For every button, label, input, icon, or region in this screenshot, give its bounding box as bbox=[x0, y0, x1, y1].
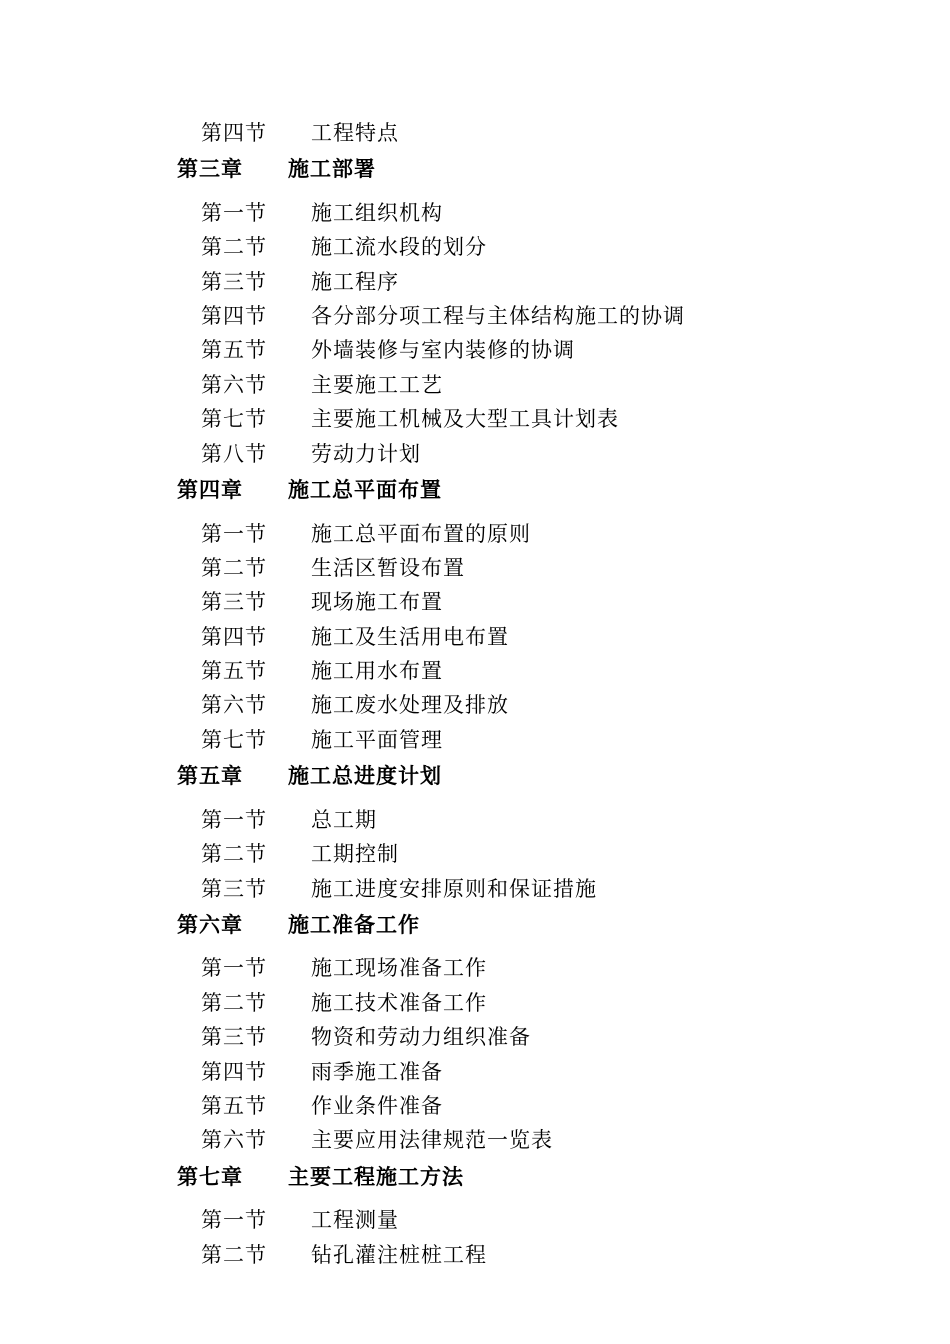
chapter-number: 第五章 bbox=[177, 763, 243, 789]
toc-section-entry bbox=[0, 1057, 950, 1091]
toc-section-entry bbox=[0, 839, 950, 873]
section-number: 第四节 bbox=[201, 624, 267, 649]
section-title: 总工期 bbox=[311, 807, 377, 832]
chapter-title: 施工总平面布置 bbox=[288, 477, 442, 503]
toc-section-entry bbox=[0, 1022, 950, 1056]
toc-section-entry bbox=[0, 553, 950, 587]
chapter-number: 第六章 bbox=[177, 911, 243, 937]
toc-section-entry bbox=[0, 805, 950, 839]
toc-section-entry bbox=[0, 1091, 950, 1125]
section-title: 施工组织机构 bbox=[311, 200, 443, 225]
toc-section-entry bbox=[0, 335, 950, 369]
section-number: 第四节 bbox=[201, 121, 267, 145]
chapter-title: 主要工程施工方法 bbox=[288, 1163, 464, 1189]
toc-chapter-entry bbox=[0, 475, 950, 519]
toc-chapter-entry bbox=[0, 154, 950, 198]
section-title: 工期控制 bbox=[311, 842, 399, 867]
section-number: 第二节 bbox=[201, 1242, 267, 1267]
section-title: 施工现场准备工作 bbox=[311, 956, 487, 981]
section-number: 第三节 bbox=[201, 590, 267, 615]
section-number: 第一节 bbox=[201, 200, 267, 225]
section-title: 现场施工布置 bbox=[311, 590, 443, 615]
section-number: 第二节 bbox=[201, 842, 267, 867]
chapter-number: 第七章 bbox=[177, 1163, 243, 1189]
toc-section-entry bbox=[0, 301, 950, 335]
section-title: 各分部分项工程与主体结构施工的协调 bbox=[311, 304, 685, 329]
section-number: 第二节 bbox=[201, 555, 267, 580]
section-title: 施工平面管理 bbox=[311, 727, 443, 752]
section-number: 第七节 bbox=[201, 727, 267, 752]
chapter-title: 施工准备工作 bbox=[288, 911, 420, 937]
toc-section-entry bbox=[0, 725, 950, 759]
toc-section-entry bbox=[0, 267, 950, 301]
section-title: 施工程序 bbox=[311, 269, 399, 294]
section-title: 施工技术准备工作 bbox=[311, 990, 487, 1015]
section-number: 第五节 bbox=[201, 659, 267, 684]
section-title: 雨季施工准备 bbox=[311, 1059, 443, 1084]
section-number: 第二节 bbox=[201, 990, 267, 1015]
section-number: 第三节 bbox=[201, 269, 267, 294]
section-title: 主要施工机械及大型工具计划表 bbox=[311, 407, 619, 432]
toc-section-entry bbox=[0, 370, 950, 404]
toc-section-entry bbox=[0, 439, 950, 473]
section-title: 施工进度安排原则和保证措施 bbox=[311, 876, 597, 901]
chapter-number: 第四章 bbox=[177, 477, 243, 503]
section-title: 物资和劳动力组织准备 bbox=[311, 1025, 531, 1050]
section-number: 第六节 bbox=[201, 1128, 267, 1153]
toc-chapter-entry bbox=[0, 1162, 950, 1206]
toc-section-entry bbox=[0, 1125, 950, 1159]
chapter-title: 施工部署 bbox=[288, 156, 376, 182]
section-title: 工程测量 bbox=[311, 1208, 399, 1233]
toc-section-entry bbox=[0, 1240, 950, 1274]
section-title: 钻孔灌注桩桩工程 bbox=[311, 1242, 487, 1267]
toc-section-entry bbox=[0, 587, 950, 621]
section-title: 施工废水处理及排放 bbox=[311, 693, 509, 718]
chapter-number: 第三章 bbox=[177, 156, 243, 182]
toc-section-entry bbox=[0, 622, 950, 656]
toc-chapter-entry bbox=[0, 761, 950, 805]
section-title: 生活区暂设布置 bbox=[311, 555, 465, 580]
chapter-title: 施工总进度计划 bbox=[288, 763, 442, 789]
section-number: 第三节 bbox=[201, 1025, 267, 1050]
toc-chapter-entry bbox=[0, 910, 950, 954]
toc-section-entry bbox=[0, 232, 950, 266]
toc-section-entry bbox=[0, 988, 950, 1022]
section-title: 施工用水布置 bbox=[311, 659, 443, 684]
section-title: 主要施工工艺 bbox=[311, 372, 443, 397]
section-title: 劳动力计划 bbox=[311, 441, 421, 466]
section-number: 第一节 bbox=[201, 1208, 267, 1233]
toc-section-entry bbox=[0, 198, 950, 232]
section-number: 第五节 bbox=[201, 338, 267, 363]
toc-section-entry bbox=[0, 874, 950, 908]
table-of-contents bbox=[0, 118, 950, 1274]
section-number: 第七节 bbox=[201, 407, 267, 432]
toc-section-entry bbox=[0, 404, 950, 438]
section-title: 施工及生活用电布置 bbox=[311, 624, 509, 649]
section-title: 主要应用法律规范一览表 bbox=[311, 1128, 553, 1153]
section-number: 第三节 bbox=[201, 876, 267, 901]
toc-section-entry bbox=[0, 656, 950, 690]
toc-section-entry bbox=[0, 519, 950, 553]
section-number: 第五节 bbox=[201, 1093, 267, 1118]
section-number: 第二节 bbox=[201, 235, 267, 260]
toc-section-entry bbox=[0, 953, 950, 987]
toc-section-entry bbox=[0, 118, 950, 152]
section-title: 工程特点 bbox=[311, 121, 399, 145]
section-title: 施工总平面布置的原则 bbox=[311, 521, 531, 546]
section-number: 第一节 bbox=[201, 956, 267, 981]
section-number: 第一节 bbox=[201, 521, 267, 546]
section-number: 第八节 bbox=[201, 441, 267, 466]
toc-section-entry bbox=[0, 1205, 950, 1239]
section-number: 第四节 bbox=[201, 1059, 267, 1084]
section-number: 第四节 bbox=[201, 304, 267, 329]
section-title: 作业条件准备 bbox=[311, 1093, 443, 1118]
section-number: 第六节 bbox=[201, 372, 267, 397]
section-title: 外墙装修与室内装修的协调 bbox=[311, 338, 575, 363]
section-number: 第一节 bbox=[201, 807, 267, 832]
section-title: 施工流水段的划分 bbox=[311, 235, 487, 260]
toc-section-entry bbox=[0, 690, 950, 724]
section-number: 第六节 bbox=[201, 693, 267, 718]
